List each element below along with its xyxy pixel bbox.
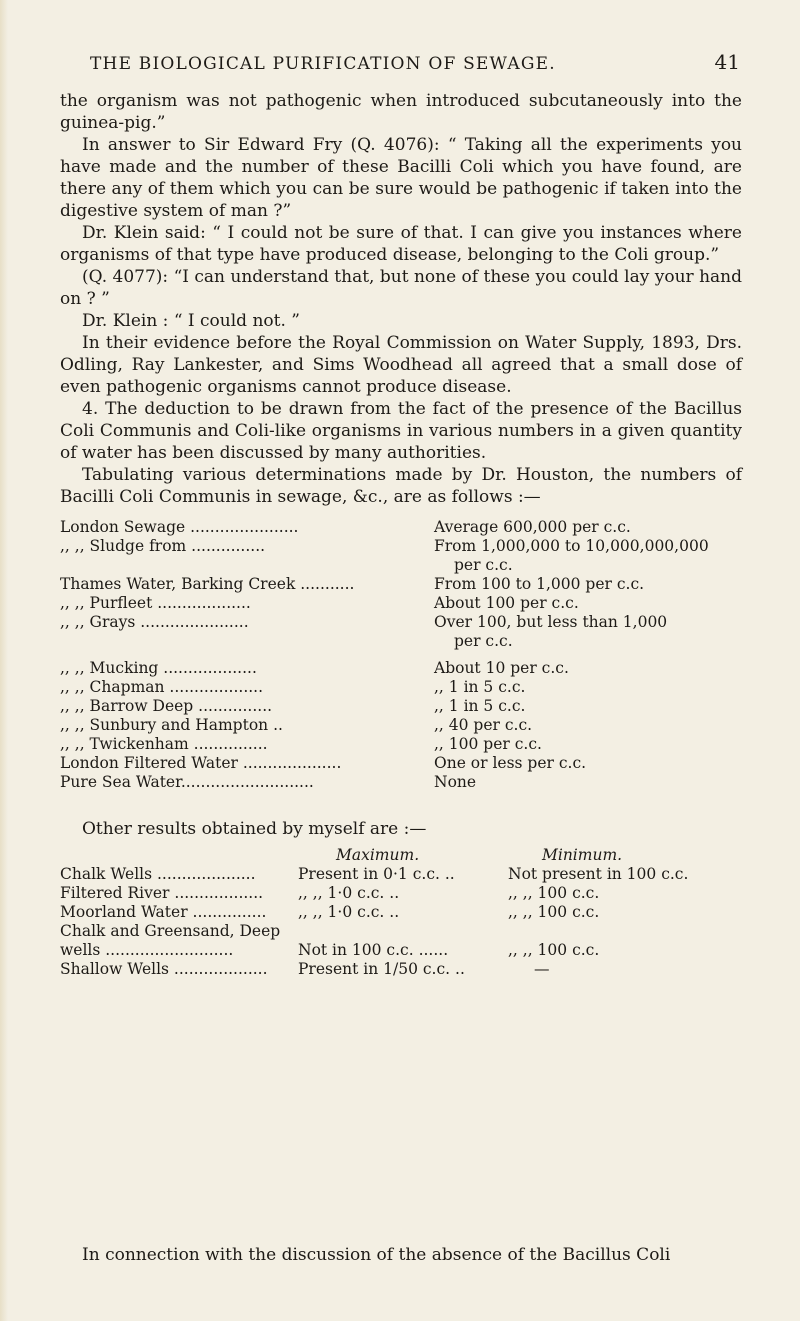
row-label: ,, ,, Sunbury and Hampton .. — [60, 716, 283, 734]
row-label: Pure Sea Water........................... — [60, 773, 314, 791]
row-value: per c.c. — [454, 556, 513, 574]
paragraph: (Q. 4077): “I can understand that, but none of these you could lay your hand on ? ” — [60, 267, 742, 309]
table-row — [60, 697, 742, 716]
source-cell: Chalk Wells .................... — [60, 865, 256, 883]
paragraph: In their evidence before the Royal Commission on Water Supply, 1893, Drs. Odling, Ray Lankester, and Sims Woodhead all agreed that a small dose of even pathogenic organisms cannot produce disease. — [60, 333, 742, 397]
table-row — [60, 716, 742, 735]
max-cell: Present in 0·1 c.c. .. — [298, 865, 455, 883]
row-value: ,, 1 in 5 c.c. — [434, 678, 526, 696]
running-head: THE BIOLOGICAL PURIFICATION OF SEWAGE. — [90, 54, 556, 74]
row-label: ,, ,, Grays ...................... — [60, 613, 249, 631]
row-value: About 100 per c.c. — [434, 594, 579, 612]
row-label: ,, ,, Sludge from ............... — [60, 537, 266, 555]
source-cell: Shallow Wells ................... — [60, 960, 268, 978]
paragraph: Dr. Klein said: “ I could not be sure of that. I can give you instances where organisms of that type have produced disease, belonging to the Coli group.” — [60, 223, 742, 265]
min-cell: ,, ,, 100 c.c. — [508, 884, 600, 902]
table-row — [60, 594, 742, 613]
max-cell: ,, ,, 1·0 c.c. .. — [298, 903, 400, 921]
row-label: London Sewage ...................... — [60, 518, 299, 536]
paragraph: 4. The deduction to be drawn from the fact of the presence of the Bacillus Coli Communis and Coli-like organisms in various numbers in a given quantity of water has been discussed by many authorities. — [60, 399, 742, 463]
row-value: From 100 to 1,000 per c.c. — [434, 575, 645, 593]
row-value: None — [434, 773, 477, 791]
row-value: ,, 100 per c.c. — [434, 735, 542, 753]
table-row — [60, 632, 742, 651]
row-label: Thames Water, Barking Creek ........... — [60, 575, 355, 593]
row-label: ,, ,, Chapman ................... — [60, 678, 264, 696]
table-row — [60, 941, 742, 960]
source-cell: Filtered River .................. — [60, 884, 264, 902]
source-cell: Moorland Water ............... — [60, 903, 267, 921]
table-row — [60, 659, 742, 678]
row-value: From 1,000,000 to 10,000,000,000 — [434, 537, 709, 555]
table-row — [60, 613, 742, 632]
page-number: 41 — [714, 50, 740, 74]
table-header-row — [60, 846, 742, 865]
table-row — [60, 575, 742, 594]
page-body — [60, 90, 742, 979]
minimum-heading: Minimum. — [542, 846, 623, 864]
table-row — [60, 537, 742, 556]
min-cell: Not present in 100 c.c. — [508, 865, 689, 883]
source-cell: wells .......................... — [60, 941, 234, 959]
paragraph: In answer to Sir Edward Fry (Q. 4076): “ Taking all the experiments you have made and the number of these Bacilli Coli which you have found, are there any of them which you can be sure would be pathogenic if taken into the digestive system of man ?” — [60, 135, 742, 221]
row-label: ,, ,, Mucking ................... — [60, 659, 257, 677]
row-value: Average 600,000 per c.c. — [434, 518, 631, 536]
table-gap — [60, 651, 742, 659]
table-row — [60, 922, 742, 941]
table-row — [60, 773, 742, 792]
min-cell: ,, ,, 100 c.c. — [508, 941, 600, 959]
paragraph: the organism was not pathogenic when introduced subcutaneously into the guinea-pig.” — [60, 91, 742, 133]
maximum-heading: Maximum. — [336, 846, 420, 864]
row-label: ,, ,, Twickenham ............... — [60, 735, 268, 753]
row-value: One or less per c.c. — [434, 754, 587, 772]
source-cell: Chalk and Greensand, Deep — [60, 922, 281, 940]
row-label: London Filtered Water .................... — [60, 754, 342, 772]
table-row — [60, 678, 742, 697]
results-table — [60, 846, 742, 979]
min-cell: ,, ,, 100 c.c. — [508, 903, 600, 921]
sewage-counts-table — [60, 518, 742, 792]
min-cell: — — [534, 960, 550, 978]
row-value: About 10 per c.c. — [434, 659, 569, 677]
table-row — [60, 884, 742, 903]
other-results-intro: Other results obtained by myself are :— — [82, 819, 427, 839]
row-value: Over 100, but less than 1,000 — [434, 613, 668, 631]
row-label: ,, ,, Barrow Deep ............... — [60, 697, 273, 715]
paragraph: Dr. Klein : “ I could not. ” — [82, 311, 300, 331]
closing-line: In connection with the discussion of the absence of the Bacillus Coli — [82, 1245, 671, 1265]
table-row — [60, 556, 742, 575]
page-edge — [0, 0, 8, 1321]
row-value: ,, 40 per c.c. — [434, 716, 533, 734]
row-label: ,, ,, Purfleet ................... — [60, 594, 251, 612]
max-cell: Present in 1/50 c.c. .. — [298, 960, 465, 978]
row-value: per c.c. — [454, 632, 513, 650]
table-row — [60, 960, 742, 979]
table-row — [60, 903, 742, 922]
max-cell: Not in 100 c.c. ...... — [298, 941, 449, 959]
table-row — [60, 865, 742, 884]
row-value: ,, 1 in 5 c.c. — [434, 697, 526, 715]
table-row — [60, 754, 742, 773]
paragraph: Tabulating various determinations made by Dr. Houston, the numbers of Bacilli Coli Communis in sewage, &c., are as follows :— — [60, 465, 742, 507]
max-cell: ,, ,, 1·0 c.c. .. — [298, 884, 400, 902]
page-header — [60, 50, 740, 80]
table-row — [60, 518, 742, 537]
table-row — [60, 735, 742, 754]
